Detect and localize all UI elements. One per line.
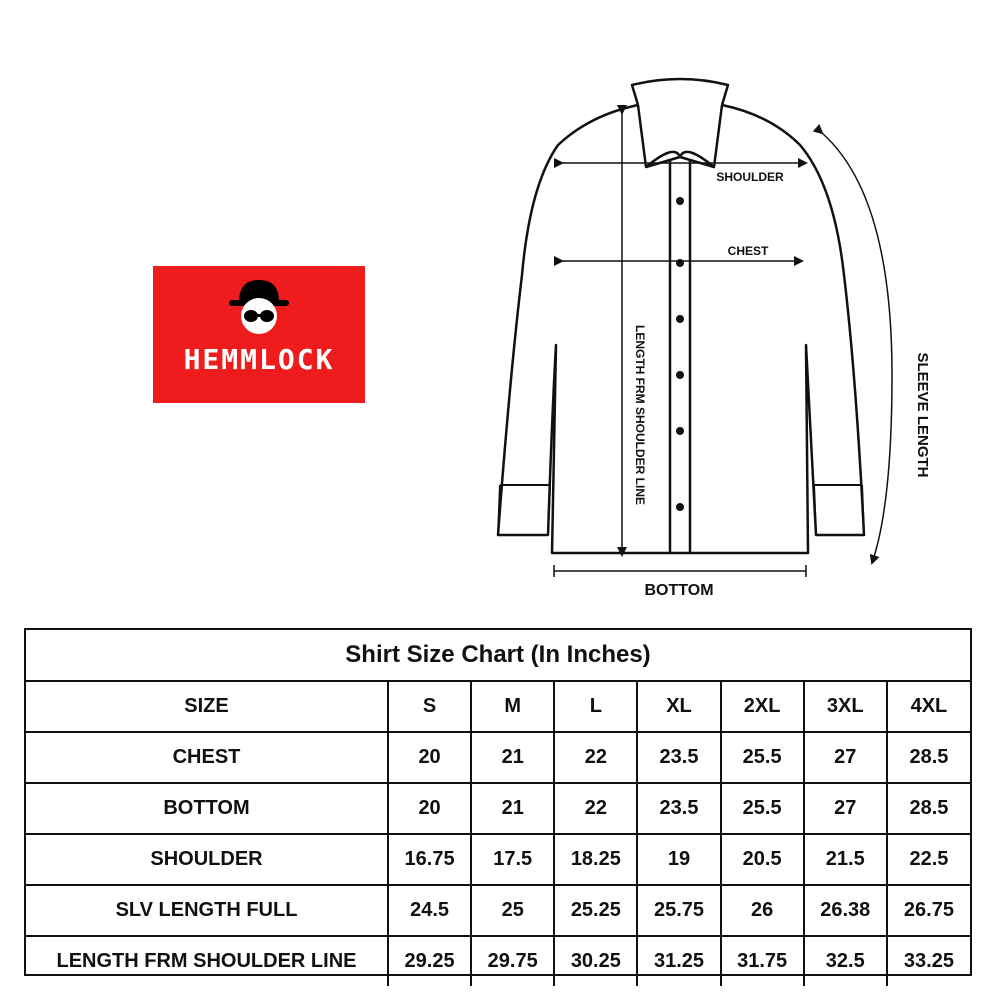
table-cell: 22 (554, 732, 637, 783)
table-cell: 26.75 (887, 885, 970, 936)
table-cell: 20 (388, 732, 471, 783)
brand-logo (153, 266, 365, 403)
row-label: LENGTH FRM SHOULDER LINE (26, 936, 388, 986)
table-cell: 22.5 (887, 834, 970, 885)
row-label: SHOULDER (26, 834, 388, 885)
size-header-cell: 2XL (721, 682, 804, 732)
table-cell: 16.75 (388, 834, 471, 885)
table-cell: 26 (721, 885, 804, 936)
table-cell: 21 (471, 783, 554, 834)
table-cell: 25 (471, 885, 554, 936)
size-header-cell: S (388, 682, 471, 732)
table-cell: 27 (804, 732, 887, 783)
brand-name: HEMMLOCK (183, 343, 335, 376)
table-cell: 20 (388, 783, 471, 834)
mascot-icon (225, 272, 293, 340)
length-label: LENGTH FRM SHOULDER LINE (633, 325, 647, 505)
shirt-buttons (676, 197, 684, 511)
table-row (26, 885, 970, 936)
table-cell: 20.5 (721, 834, 804, 885)
row-label: BOTTOM (26, 783, 388, 834)
table-cell: 22 (554, 783, 637, 834)
table-cell: 21 (471, 732, 554, 783)
table-cell: 25.75 (637, 885, 720, 936)
table-cell: 18.25 (554, 834, 637, 885)
size-header-cell: XL (637, 682, 720, 732)
size-table (26, 682, 970, 986)
table-cell: 28.5 (887, 783, 970, 834)
table-header-row (26, 682, 970, 732)
table-cell: 23.5 (637, 783, 720, 834)
row-label: CHEST (26, 732, 388, 783)
table-cell: 29.75 (471, 936, 554, 986)
table-cell: 29.25 (388, 936, 471, 986)
size-header-cell: M (471, 682, 554, 732)
table-cell: 25.25 (554, 885, 637, 936)
chart-title: Shirt Size Chart (In Inches) (26, 630, 970, 682)
table-cell: 23.5 (637, 732, 720, 783)
table-cell: 24.5 (388, 885, 471, 936)
table-cell: 32.5 (804, 936, 887, 986)
table-cell: 30.25 (554, 936, 637, 986)
sleeve-measure-curve (822, 133, 892, 563)
table-cell: 17.5 (471, 834, 554, 885)
table-cell: 25.5 (721, 732, 804, 783)
bottom-label: BOTTOM (644, 582, 714, 599)
shirt-diagram (470, 75, 980, 615)
shoulder-label: SHOULDER (716, 170, 784, 184)
table-cell: 26.38 (804, 885, 887, 936)
table-cell: 25.5 (721, 783, 804, 834)
row-label: SLV LENGTH FULL (26, 885, 388, 936)
table-cell: 19 (637, 834, 720, 885)
table-cell: 28.5 (887, 732, 970, 783)
table-cell: 27 (804, 783, 887, 834)
table-cell: 33.25 (903, 950, 954, 972)
table-cell: 21.5 (804, 834, 887, 885)
row-label: SIZE (26, 682, 388, 732)
table-cell: 31.75 (721, 936, 804, 986)
size-header-cell: 4XL (887, 682, 970, 732)
table-row (26, 834, 970, 885)
size-header-cell: L (554, 682, 637, 732)
size-chart (24, 628, 972, 976)
size-header-cell: 3XL (804, 682, 887, 732)
table-row (26, 936, 970, 986)
table-row (26, 783, 970, 834)
chest-label: CHEST (727, 244, 769, 258)
table-cell: 31.25 (637, 936, 720, 986)
table-row (26, 732, 970, 783)
sleeve-label: SLEEVE LENGTH (914, 352, 931, 478)
